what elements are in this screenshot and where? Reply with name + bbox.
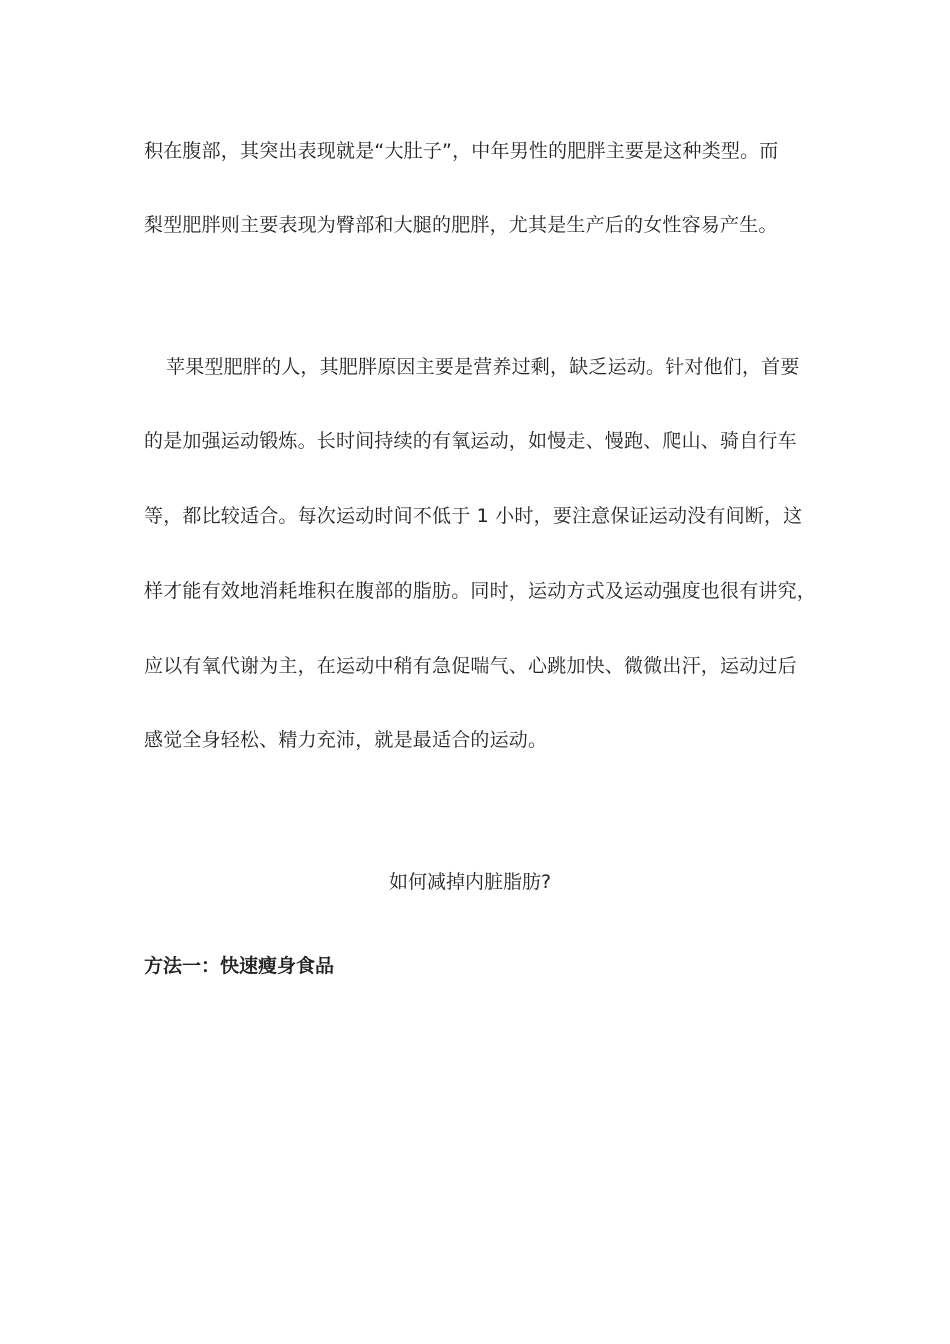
section-heading-text: 如何减掉内脏脂肪? [388,871,552,893]
paragraph-1-line-1: 积在腹部，其突出表现就是“大肚子”，中年男性的肥胖主要是这种类型。而 [144,140,779,162]
section-heading [0,869,950,895]
paragraph-2-line-5: 应以有氧代谢为主，在运动中稍有急促喘气、心跳加快、微微出汗，运动过后 [144,655,797,677]
paragraph-2-line-1: 苹果型肥胖的人，其肥胖原因主要是营养过剩，缺乏运动。针对他们，首要 [166,356,800,378]
paragraph-2-line-2: 的是加强运动锻炼。长时间持续的有氧运动，如慢走、慢跑、爬山、骑自行车 [144,430,797,452]
paragraph-2-line-6: 感觉全身轻松、精力充沛，就是最适合的运动。 [144,729,548,751]
paragraph-2-line-4: 样才能有效地消耗堆积在腹部的脂肪。同时，运动方式及运动强度也很有讲究， [144,580,817,602]
paragraph-2-line-3: 等，都比较适合。每次运动时间不低于 1 小时，要注意保证运动没有间断，这 [144,505,803,527]
method-heading: 方法一：快速瘦身食品 [144,955,335,977]
paragraph-1-line-2: 梨型肥胖则主要表现为臀部和大腿的肥胖，尤其是生产后的女性容易产生。 [144,214,778,236]
